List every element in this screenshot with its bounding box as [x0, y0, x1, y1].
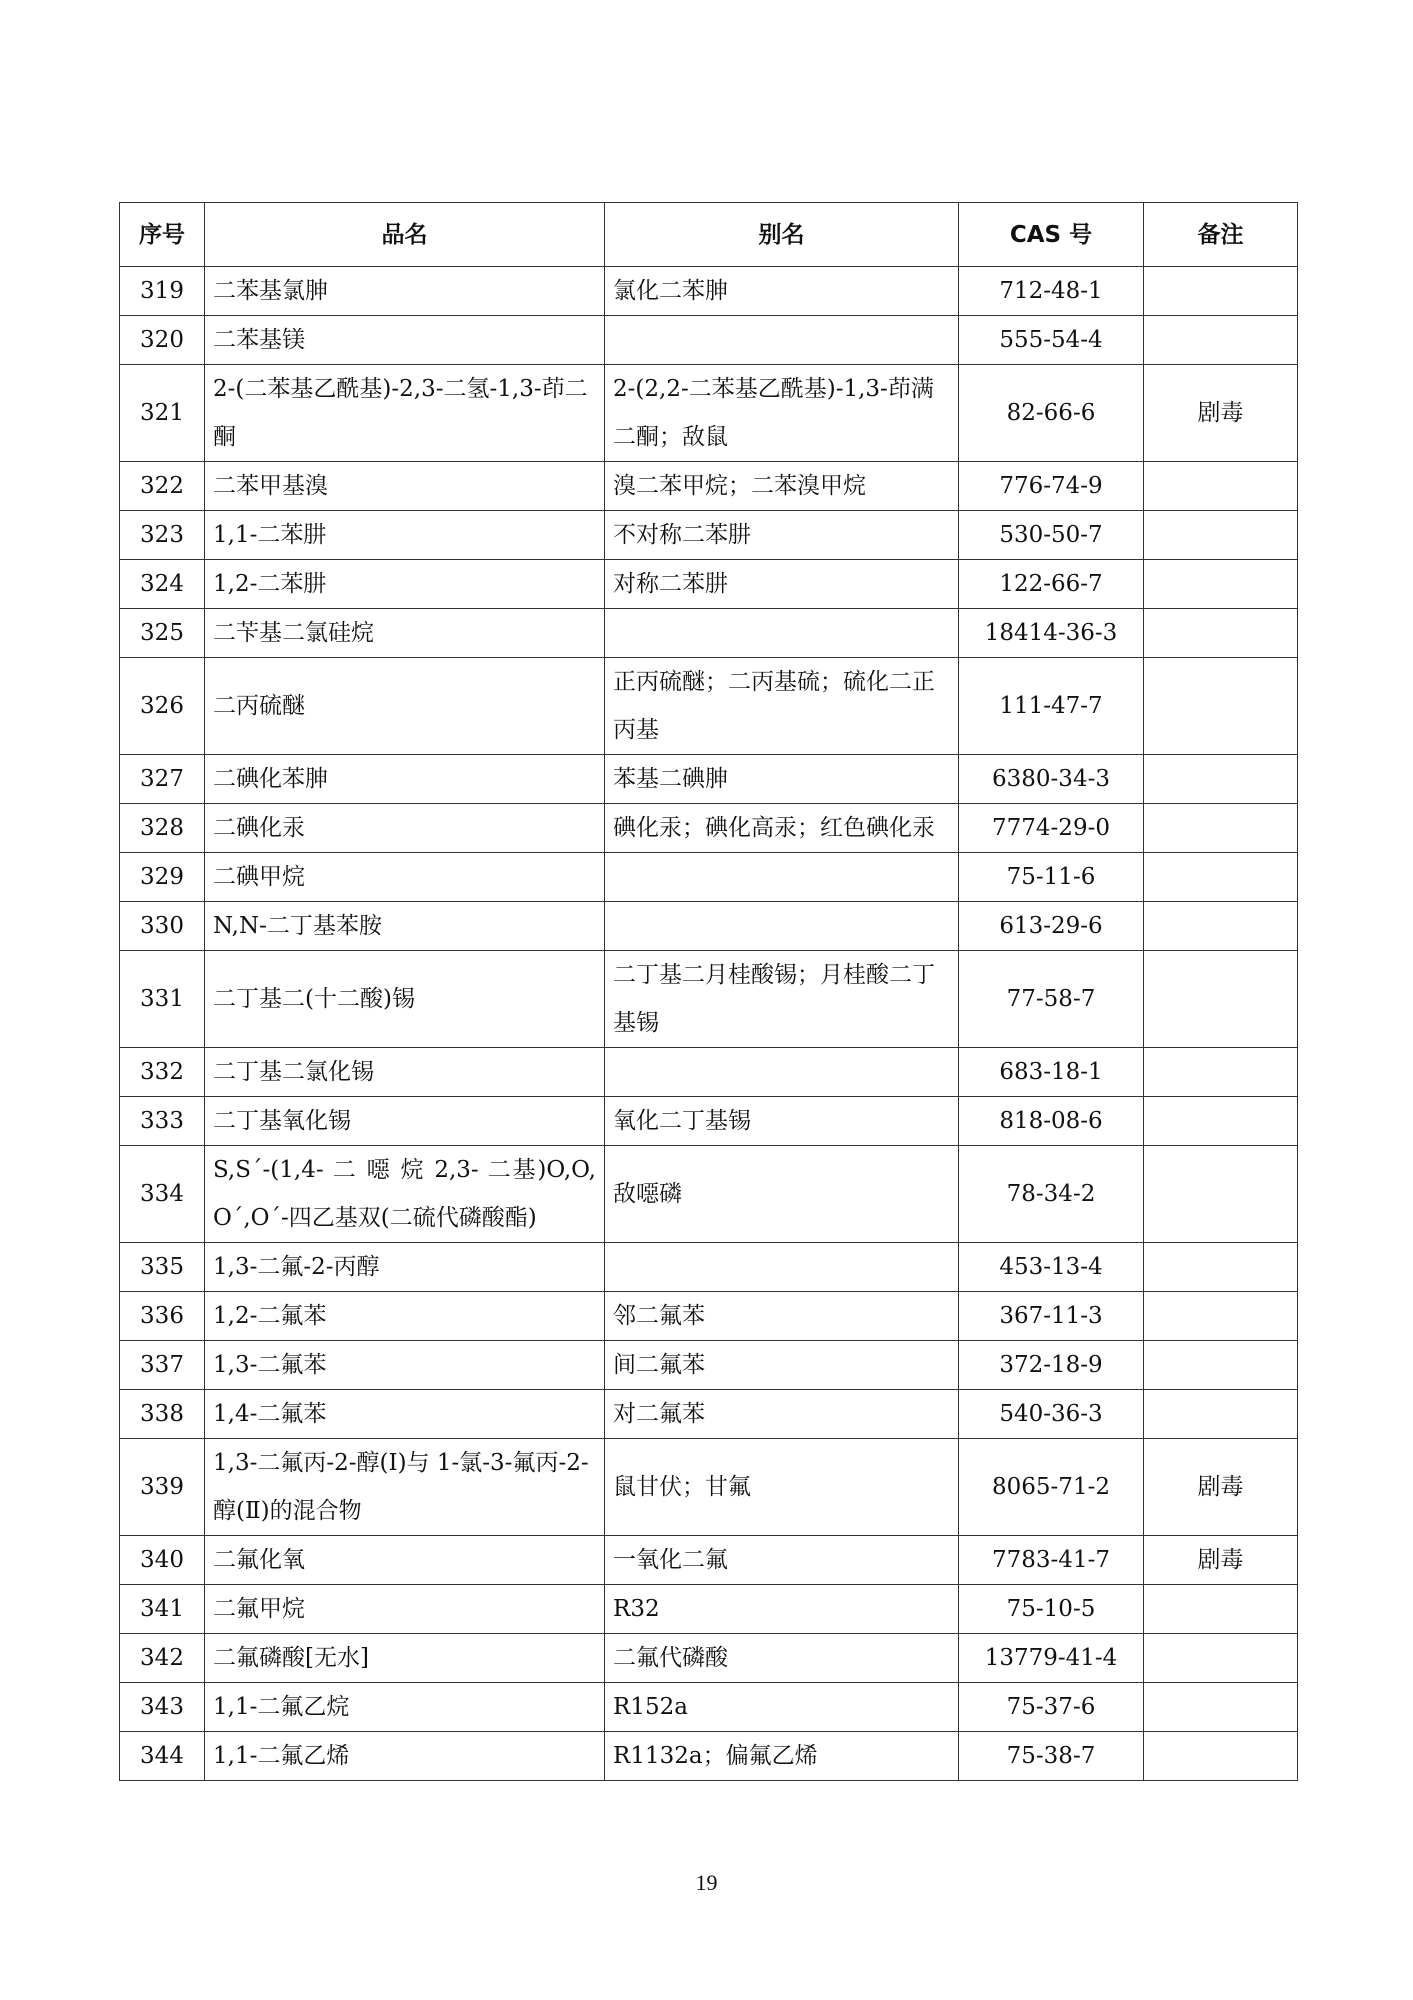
header-name: 品名 — [205, 203, 605, 267]
cell-name: 1,4-二氟苯 — [205, 1390, 605, 1439]
table-row — [120, 267, 1298, 316]
cell-cas: 372-18-9 — [959, 1341, 1144, 1390]
cell-note — [1144, 1048, 1298, 1097]
cell-no: 327 — [120, 755, 205, 804]
cell-no: 339 — [120, 1439, 205, 1536]
cell-note — [1144, 316, 1298, 365]
cell-no: 322 — [120, 462, 205, 511]
cell-alias: R32 — [605, 1585, 959, 1634]
cell-no: 332 — [120, 1048, 205, 1097]
cell-cas: 540-36-3 — [959, 1390, 1144, 1439]
cell-alias: 对称二苯肼 — [605, 560, 959, 609]
cell-alias: 邻二氟苯 — [605, 1292, 959, 1341]
cell-alias — [605, 1243, 959, 1292]
cell-note — [1144, 755, 1298, 804]
cell-no: 324 — [120, 560, 205, 609]
cell-alias: 鼠甘伏；甘氟 — [605, 1439, 959, 1536]
cell-note — [1144, 1243, 1298, 1292]
cell-cas: 367-11-3 — [959, 1292, 1144, 1341]
table-row — [120, 1048, 1298, 1097]
table-row — [120, 1390, 1298, 1439]
cell-cas: 530-50-7 — [959, 511, 1144, 560]
cell-cas: 122-66-7 — [959, 560, 1144, 609]
table-row — [120, 1292, 1298, 1341]
cell-cas: 111-47-7 — [959, 658, 1144, 755]
cell-no: 320 — [120, 316, 205, 365]
cell-name: 1,3-二氟苯 — [205, 1341, 605, 1390]
cell-cas: 13779-41-4 — [959, 1634, 1144, 1683]
cell-alias: 不对称二苯肼 — [605, 511, 959, 560]
cell-no: 344 — [120, 1732, 205, 1781]
cell-cas: 818-08-6 — [959, 1097, 1144, 1146]
cell-cas: 77-58-7 — [959, 951, 1144, 1048]
cell-name: 二苯基镁 — [205, 316, 605, 365]
cell-name: 二氟磷酸[无水] — [205, 1634, 605, 1683]
cell-name: 1,3-二氟丙-2-醇(Ⅰ)与 1-氯-3-氟丙-2-醇(Ⅱ)的混合物 — [205, 1439, 605, 1536]
cell-alias — [605, 902, 959, 951]
table-row — [120, 804, 1298, 853]
cell-alias: 碘化汞；碘化高汞；红色碘化汞 — [605, 804, 959, 853]
cell-no: 335 — [120, 1243, 205, 1292]
cell-note — [1144, 1732, 1298, 1781]
header-note: 备注 — [1144, 203, 1298, 267]
cell-name: 1,2-二苯肼 — [205, 560, 605, 609]
header-cas: CAS 号 — [959, 203, 1144, 267]
table-row — [120, 1634, 1298, 1683]
cell-no: 323 — [120, 511, 205, 560]
cell-note: 剧毒 — [1144, 1536, 1298, 1585]
cell-note — [1144, 1683, 1298, 1732]
cell-name: 二碘化苯胂 — [205, 755, 605, 804]
cell-cas: 78-34-2 — [959, 1146, 1144, 1243]
cell-note — [1144, 511, 1298, 560]
table-row — [120, 1536, 1298, 1585]
cell-alias: 2-(2,2-二苯基乙酰基)-1,3-茚满二酮；敌鼠 — [605, 365, 959, 462]
cell-name: 二苄基二氯硅烷 — [205, 609, 605, 658]
cell-alias: 苯基二碘胂 — [605, 755, 959, 804]
cell-alias: 间二氟苯 — [605, 1341, 959, 1390]
cell-alias — [605, 316, 959, 365]
cell-name: N,N-二丁基苯胺 — [205, 902, 605, 951]
cell-no: 341 — [120, 1585, 205, 1634]
cell-note — [1144, 1585, 1298, 1634]
table-row — [120, 1243, 1298, 1292]
cell-name: S,S´-(1,4- 二 噁 烷 2,3- 二基)O,O,O´,O´-四乙基双(二硫代磷酸酯) — [205, 1146, 605, 1243]
cell-name: 二苯甲基溴 — [205, 462, 605, 511]
cell-no: 319 — [120, 267, 205, 316]
table-header-row — [120, 203, 1298, 267]
cell-note — [1144, 267, 1298, 316]
cell-alias: 一氧化二氟 — [605, 1536, 959, 1585]
cell-name: 1,1-二氟乙烯 — [205, 1732, 605, 1781]
cell-note — [1144, 804, 1298, 853]
header-no: 序号 — [120, 203, 205, 267]
cell-name: 二氟化氧 — [205, 1536, 605, 1585]
cell-note — [1144, 462, 1298, 511]
cell-note — [1144, 658, 1298, 755]
table-row — [120, 1097, 1298, 1146]
cell-note — [1144, 853, 1298, 902]
cell-no: 336 — [120, 1292, 205, 1341]
table-row — [120, 1146, 1298, 1243]
header-alias: 别名 — [605, 203, 959, 267]
cell-note — [1144, 1146, 1298, 1243]
table-row — [120, 609, 1298, 658]
table-body — [120, 267, 1298, 1781]
table-row — [120, 951, 1298, 1048]
cell-name: 2-(二苯基乙酰基)-2,3-二氢-1,3-茚二酮 — [205, 365, 605, 462]
cell-name: 1,1-二氟乙烷 — [205, 1683, 605, 1732]
cell-note — [1144, 902, 1298, 951]
cell-note — [1144, 1341, 1298, 1390]
table-row — [120, 1585, 1298, 1634]
cell-cas: 683-18-1 — [959, 1048, 1144, 1097]
cell-name: 1,2-二氟苯 — [205, 1292, 605, 1341]
cell-alias: 氯化二苯胂 — [605, 267, 959, 316]
cell-cas: 555-54-4 — [959, 316, 1144, 365]
chemical-table — [119, 202, 1298, 1781]
cell-name: 二丁基二氯化锡 — [205, 1048, 605, 1097]
table-row — [120, 1341, 1298, 1390]
cell-note — [1144, 1292, 1298, 1341]
cell-name: 1,3-二氟-2-丙醇 — [205, 1243, 605, 1292]
cell-no: 330 — [120, 902, 205, 951]
table-row — [120, 1732, 1298, 1781]
cell-note — [1144, 1634, 1298, 1683]
cell-note — [1144, 1390, 1298, 1439]
cell-alias — [605, 1048, 959, 1097]
table-row — [120, 462, 1298, 511]
cell-cas: 75-38-7 — [959, 1732, 1144, 1781]
cell-note — [1144, 609, 1298, 658]
cell-cas: 712-48-1 — [959, 267, 1144, 316]
cell-note — [1144, 951, 1298, 1048]
cell-cas: 82-66-6 — [959, 365, 1144, 462]
cell-name: 二碘甲烷 — [205, 853, 605, 902]
cell-cas: 8065-71-2 — [959, 1439, 1144, 1536]
cell-name: 二丙硫醚 — [205, 658, 605, 755]
cell-name: 二苯基氯胂 — [205, 267, 605, 316]
cell-alias: 溴二苯甲烷；二苯溴甲烷 — [605, 462, 959, 511]
cell-name: 二丁基氧化锡 — [205, 1097, 605, 1146]
table-row — [120, 1683, 1298, 1732]
page-number: 19 — [695, 1870, 718, 1895]
table-row — [120, 1439, 1298, 1536]
cell-no: 333 — [120, 1097, 205, 1146]
cell-cas: 18414-36-3 — [959, 609, 1144, 658]
table-row — [120, 365, 1298, 462]
cell-cas: 453-13-4 — [959, 1243, 1144, 1292]
cell-cas: 613-29-6 — [959, 902, 1144, 951]
cell-note: 剧毒 — [1144, 1439, 1298, 1536]
cell-name: 二丁基二(十二酸)锡 — [205, 951, 605, 1048]
cell-alias: R152a — [605, 1683, 959, 1732]
cell-no: 343 — [120, 1683, 205, 1732]
cell-alias: R1132a；偏氟乙烯 — [605, 1732, 959, 1781]
cell-no: 326 — [120, 658, 205, 755]
cell-alias — [605, 609, 959, 658]
table-row — [120, 511, 1298, 560]
table-row — [120, 902, 1298, 951]
table-row — [120, 853, 1298, 902]
cell-alias: 氧化二丁基锡 — [605, 1097, 959, 1146]
cell-no: 328 — [120, 804, 205, 853]
table-row — [120, 560, 1298, 609]
cell-alias: 敌噁磷 — [605, 1146, 959, 1243]
cell-no: 338 — [120, 1390, 205, 1439]
cell-no: 331 — [120, 951, 205, 1048]
table-row — [120, 658, 1298, 755]
cell-no: 340 — [120, 1536, 205, 1585]
cell-no: 321 — [120, 365, 205, 462]
cell-no: 329 — [120, 853, 205, 902]
cell-cas: 75-37-6 — [959, 1683, 1144, 1732]
cell-cas: 7774-29-0 — [959, 804, 1144, 853]
cell-alias — [605, 853, 959, 902]
cell-alias: 对二氟苯 — [605, 1390, 959, 1439]
cell-cas: 75-11-6 — [959, 853, 1144, 902]
cell-no: 334 — [120, 1146, 205, 1243]
cell-alias: 二丁基二月桂酸锡；月桂酸二丁基锡 — [605, 951, 959, 1048]
cell-cas: 776-74-9 — [959, 462, 1144, 511]
cell-no: 337 — [120, 1341, 205, 1390]
cell-no: 342 — [120, 1634, 205, 1683]
cell-alias: 正丙硫醚；二丙基硫；硫化二正丙基 — [605, 658, 959, 755]
cell-name: 1,1-二苯肼 — [205, 511, 605, 560]
table-row — [120, 755, 1298, 804]
cell-name: 二氟甲烷 — [205, 1585, 605, 1634]
cell-cas: 7783-41-7 — [959, 1536, 1144, 1585]
cell-note: 剧毒 — [1144, 365, 1298, 462]
cell-note — [1144, 1097, 1298, 1146]
cell-note — [1144, 560, 1298, 609]
cell-alias: 二氟代磷酸 — [605, 1634, 959, 1683]
cell-cas: 6380-34-3 — [959, 755, 1144, 804]
cell-name: 二碘化汞 — [205, 804, 605, 853]
cell-no: 325 — [120, 609, 205, 658]
table-row — [120, 316, 1298, 365]
cell-cas: 75-10-5 — [959, 1585, 1144, 1634]
